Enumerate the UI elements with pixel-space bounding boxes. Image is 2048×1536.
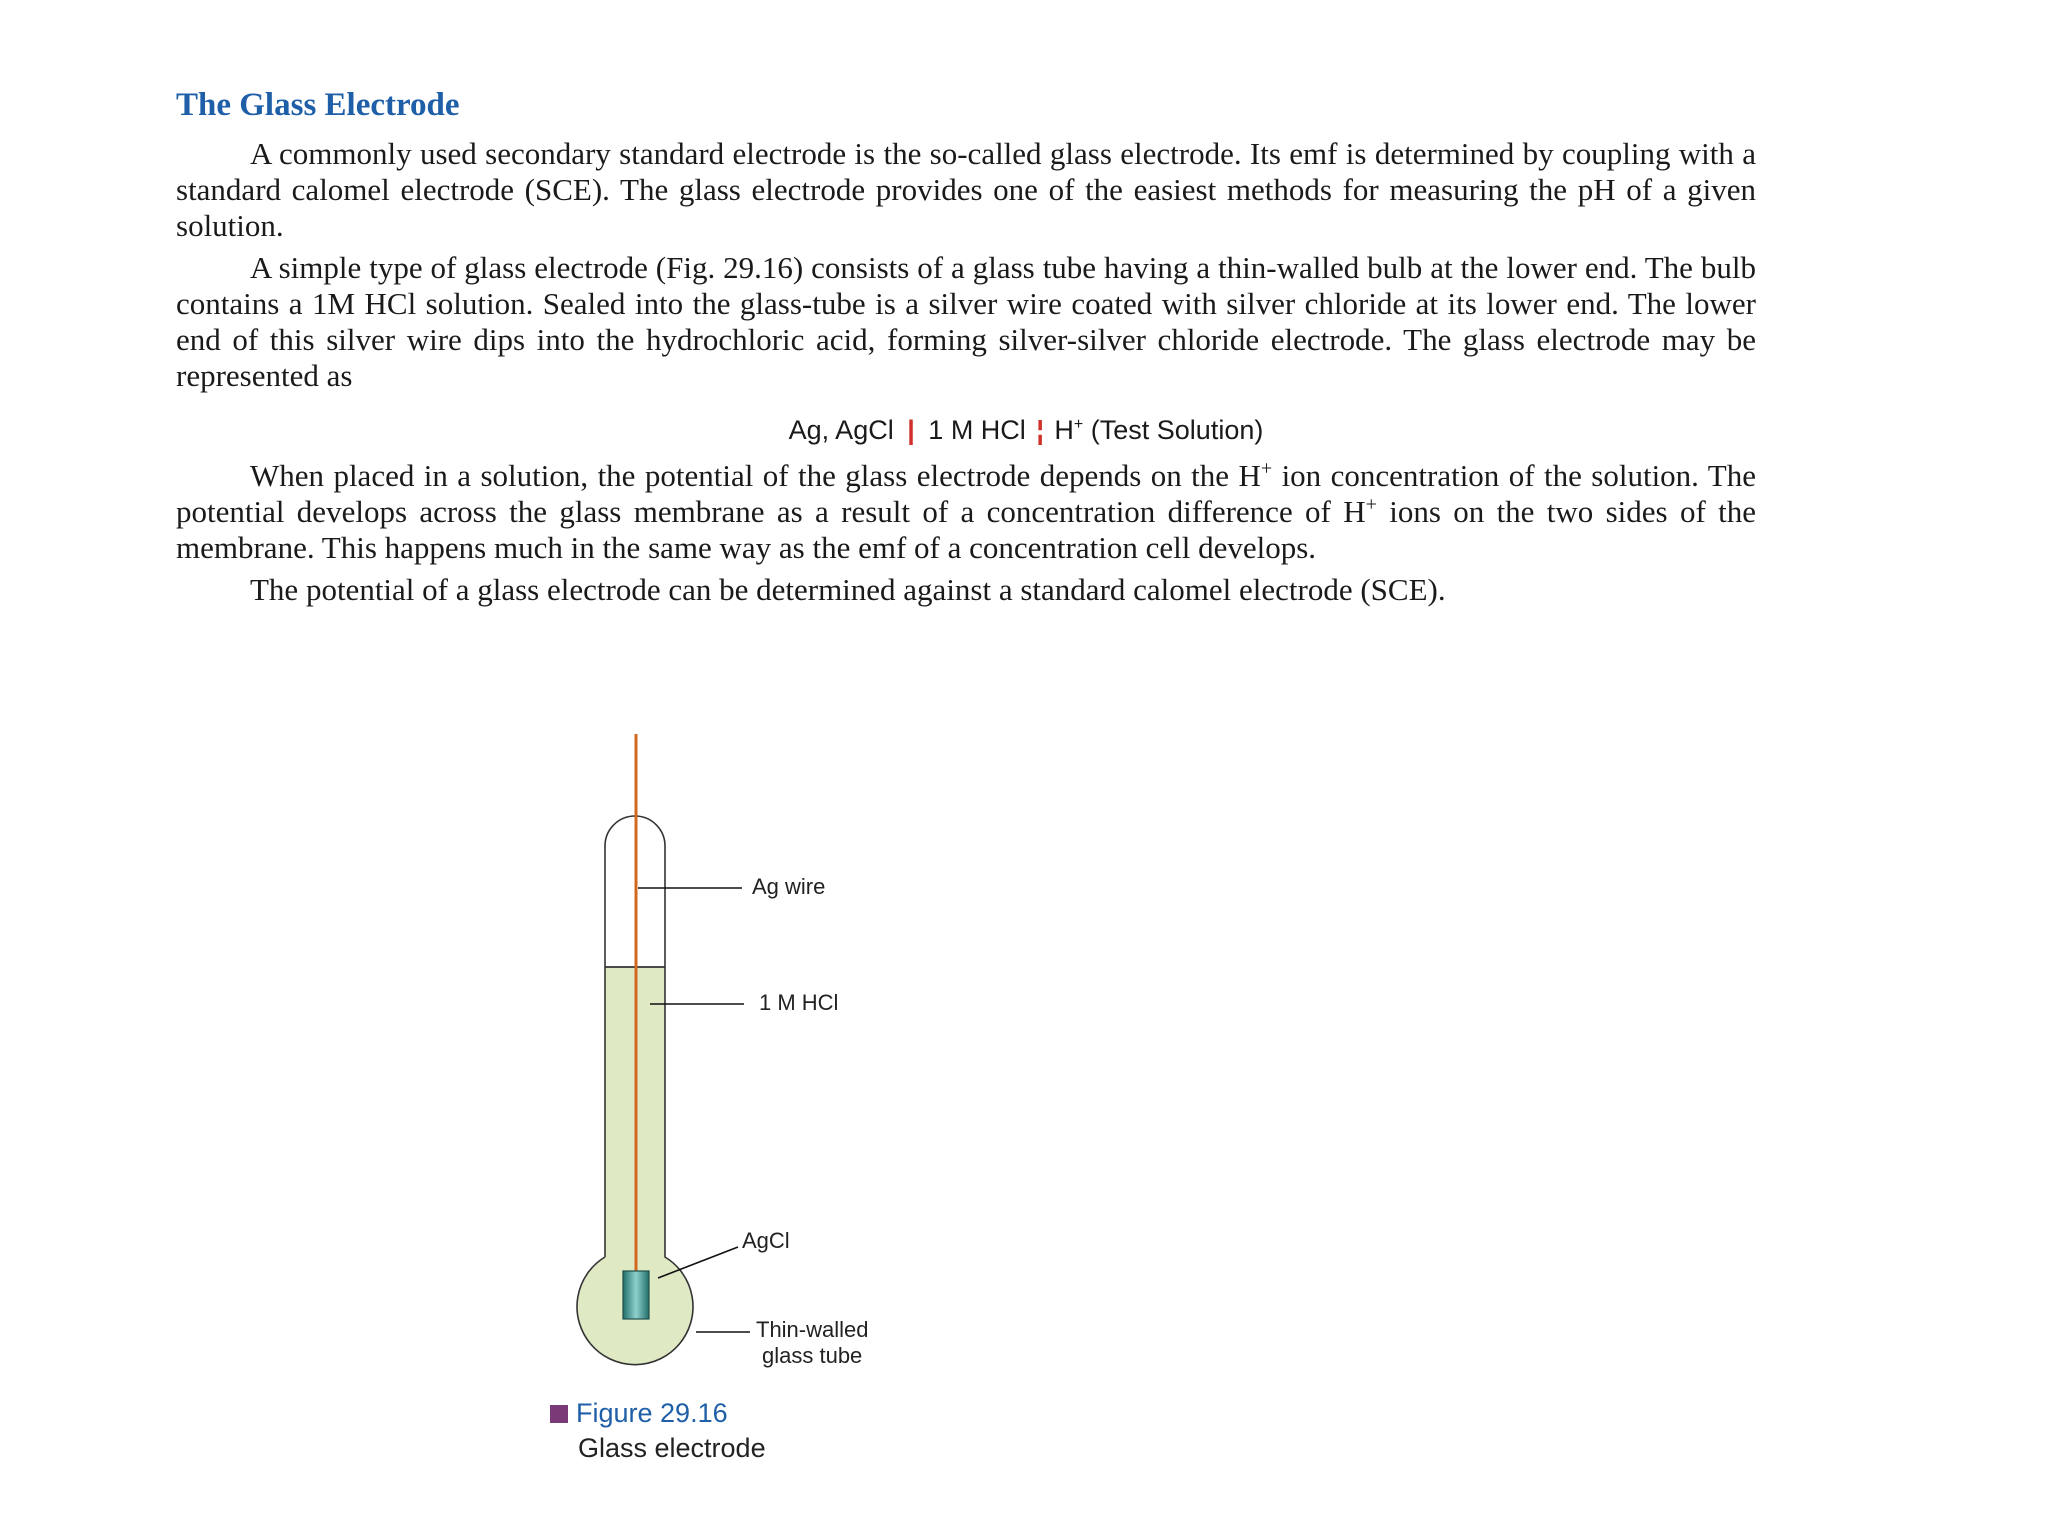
formula-right: (Test Solution) (1090, 415, 1264, 445)
document-page (176, 84, 1756, 614)
paragraph-potential-part1: When placed in a solution, the potential of the glass electrode depends on the H (250, 458, 1261, 493)
label-agcl: AgCl (742, 1228, 790, 1253)
glass-electrode-diagram (520, 726, 1040, 1406)
label-thin-walled-2: glass tube (762, 1343, 863, 1368)
glass-electrode-figure (520, 726, 1040, 1486)
label-ag-wire: Ag wire (752, 874, 826, 899)
label-hcl: 1 M HCl (759, 990, 839, 1015)
formula-ion-charge: + (1073, 416, 1084, 433)
section-heading: The Glass Electrode (176, 87, 460, 123)
paragraph-construction: A simple type of glass electrode (Fig. 29.16) consists of a glass tube having a thin-walled bulb at the lower end. The bulb contains a 1M HCl solution. Sealed into the glass-tube is a silver wire coated with silver chloride at its lower end. The lower end of this silver wire dips into the hydrochloric acid, forming silver-silver chloride electrode. The glass electrode may be represented as (176, 250, 1756, 393)
superscript-plus-2: + (1365, 493, 1377, 516)
agcl-coating (623, 1271, 649, 1319)
paragraph-intro: A commonly used secondary standard electrode is the so-called glass electrode. Its emf is determined by coupling with a standard calomel electrode (SCE). The glass electrode provides one of the easiest methods for measuring the pH of a given solution. (176, 136, 1756, 243)
formula-phase-boundary: | (907, 415, 915, 445)
superscript-plus-1: + (1260, 457, 1273, 480)
formula-membrane-boundary: ¦ (1036, 415, 1044, 445)
paragraph-measurement: The potential of a glass electrode can be determined against a standard calomel electrode (SCE). (250, 572, 1446, 607)
figure-number: Figure 29.16 (576, 1398, 728, 1428)
caption-marker (550, 1405, 568, 1423)
paragraph-potential (176, 458, 1756, 566)
label-thin-walled-1: Thin-walled (756, 1317, 869, 1342)
figure-number-row (550, 1398, 766, 1429)
formula-middle: 1 M HCl (928, 415, 1026, 445)
paragraph-potential-part2: ion concentration of the solution. The potential develops across the glass membrane as a result of a concentration difference of H (176, 458, 1756, 529)
figure-title: Glass electrode (578, 1433, 766, 1463)
electrode-representation (176, 412, 1756, 448)
figure-caption (550, 1398, 766, 1464)
paragraph-potential-part3: ions on the two sides of the membrane. This happens much in the same way as the emf of a concentration cell develops. (176, 494, 1756, 565)
formula-left: Ag, AgCl (788, 415, 894, 445)
formula-ion: H (1054, 415, 1074, 445)
